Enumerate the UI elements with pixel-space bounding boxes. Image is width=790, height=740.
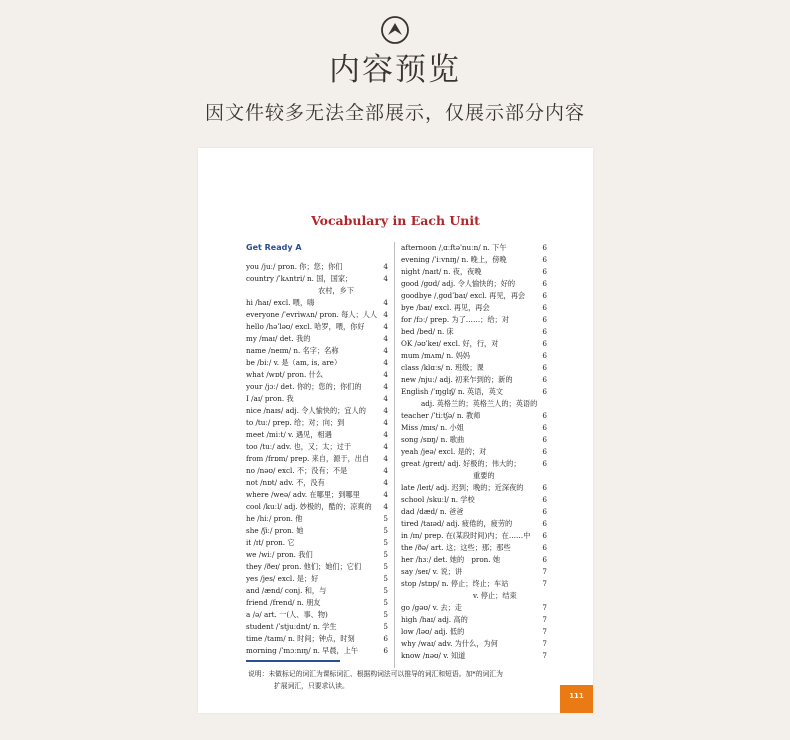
vocab-entry-continuation: adj. 英格兰的；英格兰人的；英语的 bbox=[421, 399, 538, 408]
vocab-entry-page: 6 bbox=[542, 543, 547, 552]
vocab-entry-page: 4 bbox=[383, 262, 388, 271]
vocab-entry bbox=[246, 369, 388, 381]
vocab-entry bbox=[401, 578, 547, 590]
vocab-entry-text: night /naɪt/ n. 夜，夜晚 bbox=[401, 267, 482, 276]
vocab-entry-text: go /gəʊ/ v. 去；走 bbox=[401, 603, 462, 612]
vocab-entry-page: 4 bbox=[383, 346, 388, 355]
vocab-entry-page: 6 bbox=[542, 495, 547, 504]
vocab-entry-continuation: 重要的 bbox=[473, 471, 495, 480]
vocab-entry-text: not /nɒt/ adv. 不，没有 bbox=[246, 478, 325, 487]
vocab-entry-text: hello /həˈləʊ/ excl. 哈罗，喂，你好 bbox=[246, 322, 365, 331]
vocab-entry-page: 6 bbox=[542, 279, 547, 288]
vocab-entry bbox=[401, 446, 547, 458]
vocab-entry bbox=[401, 434, 547, 446]
vocab-entry-page: 5 bbox=[383, 514, 388, 523]
up-arrow-circle-icon[interactable] bbox=[380, 15, 410, 45]
vocab-entry-text: everyone /ˈevriwʌn/ pron. 每人；人人 bbox=[246, 310, 378, 319]
vocab-entry-text: to /tuː/ prep. 给；对；向；到 bbox=[246, 418, 345, 427]
vocab-entry bbox=[401, 266, 547, 278]
vocab-entry bbox=[401, 626, 547, 638]
vocab-entry-text: where /weə/ adv. 在哪里；到哪里 bbox=[246, 490, 360, 499]
vocab-entry bbox=[246, 441, 388, 453]
vocab-entry bbox=[246, 345, 388, 357]
vocab-entry bbox=[401, 362, 547, 374]
vocab-entry-text: school /skuːl/ n. 学校 bbox=[401, 495, 475, 504]
vocab-entry bbox=[246, 273, 388, 285]
vocab-entry bbox=[401, 290, 547, 302]
vocab-entry bbox=[401, 254, 547, 266]
vocab-entry-text: meet /miːt/ v. 遇见，相遇 bbox=[246, 430, 332, 439]
vocab-entry-page: 4 bbox=[383, 418, 388, 427]
vocab-entry-page: 5 bbox=[383, 586, 388, 595]
vocab-entry-text: and /ænd/ conj. 和，与 bbox=[246, 586, 327, 595]
vocab-entry-text: a /ə/ art. 一(人、事、物) bbox=[246, 610, 328, 619]
vocab-entry bbox=[246, 537, 388, 549]
vocab-entry-page: 4 bbox=[383, 334, 388, 343]
page-number-badge: 111 bbox=[560, 685, 593, 713]
vocab-entry bbox=[246, 393, 388, 405]
vocab-entry-page: 5 bbox=[383, 574, 388, 583]
vocab-entry-page: 6 bbox=[542, 243, 547, 252]
vocab-entry bbox=[401, 530, 547, 542]
vocab-entry-page: 4 bbox=[383, 274, 388, 283]
vocab-entry-page: 5 bbox=[383, 598, 388, 607]
vocab-entry bbox=[401, 302, 547, 314]
vocab-entry-text: dad /dæd/ n. 爸爸 bbox=[401, 507, 464, 516]
vocab-entry-text: for /fɔː/ prep. 为了……；给；对 bbox=[401, 315, 509, 324]
vocab-entry-text: be /biː/ v. 是（am, is, are） bbox=[246, 358, 342, 367]
document-title: Vocabulary in Each Unit bbox=[311, 213, 480, 228]
vocab-entry bbox=[246, 621, 388, 633]
vocab-entry-text: say /seɪ/ v. 说；讲 bbox=[401, 567, 463, 576]
vocab-entry-text: English /ˈɪŋglɪʃ/ n. 英语，英文 bbox=[401, 387, 503, 396]
vocab-entry bbox=[401, 242, 547, 254]
vocab-entry-page: 6 bbox=[542, 435, 547, 444]
vocab-entry bbox=[401, 422, 547, 434]
vocab-entry bbox=[246, 645, 388, 657]
vocab-entry-page: 4 bbox=[383, 322, 388, 331]
vocab-entry-page: 4 bbox=[383, 466, 388, 475]
vocab-entry-page: 4 bbox=[383, 370, 388, 379]
vocab-entry-page: 6 bbox=[542, 267, 547, 276]
vocab-entry bbox=[246, 405, 388, 417]
vocab-entry bbox=[401, 494, 547, 506]
vocabulary-column-left bbox=[246, 242, 388, 657]
vocab-entry-text: you /juː/ pron. 你；您；你们 bbox=[246, 262, 343, 271]
vocab-entry bbox=[401, 602, 547, 614]
vocab-entry-page: 5 bbox=[383, 622, 388, 631]
vocab-entry bbox=[401, 542, 547, 554]
vocab-entry bbox=[246, 321, 388, 333]
vocab-entry-page: 4 bbox=[383, 382, 388, 391]
vocab-entry bbox=[401, 518, 547, 530]
vocab-entry-page: 7 bbox=[542, 639, 547, 648]
vocab-entry bbox=[401, 386, 547, 398]
right-entry-list bbox=[401, 242, 547, 662]
vocab-entry-text: great /greɪt/ adj. 好极的；伟大的； bbox=[401, 459, 521, 468]
vocab-entry-page: 4 bbox=[383, 430, 388, 439]
vocab-entry-page: 5 bbox=[383, 550, 388, 559]
vocab-entry-text: too /tuː/ adv. 也，又；太；过于 bbox=[246, 442, 352, 451]
vocab-entry bbox=[401, 350, 547, 362]
vocab-entry-text: time /taɪm/ n. 时间；钟点，时刻 bbox=[246, 634, 355, 643]
vocab-entry-text: mum /mʌm/ n. 妈妈 bbox=[401, 351, 470, 360]
vocab-entry bbox=[246, 333, 388, 345]
vocab-entry bbox=[401, 326, 547, 338]
vocab-entry-text: nice /naɪs/ adj. 令人愉快的；宜人的 bbox=[246, 406, 366, 415]
vocab-entry-page: 6 bbox=[542, 447, 547, 456]
vocab-entry-page: 4 bbox=[383, 310, 388, 319]
vocab-entry-text: Miss /mɪs/ n. 小姐 bbox=[401, 423, 464, 432]
vocab-entry-page: 6 bbox=[542, 387, 547, 396]
vocab-entry-page: 6 bbox=[542, 351, 547, 360]
vocab-entry-text: teacher /ˈtiːtʃə/ n. 教师 bbox=[401, 411, 481, 420]
footnote-line: 说明：未做标记的词汇为课标词汇、根据构词法可以推导的词汇和短语。加*的词汇为 bbox=[248, 670, 503, 678]
vocab-entry-page: 6 bbox=[383, 634, 388, 643]
vocab-entry-text: hi /haɪ/ excl. 喂，嗨 bbox=[246, 298, 315, 307]
vocab-entry-text: low /ləʊ/ adj. 低的 bbox=[401, 627, 465, 636]
page-title: 内容预览 bbox=[329, 52, 461, 88]
vocab-entry-text: the /ðə/ art. 这；这些；那；那些 bbox=[401, 543, 511, 552]
vocab-entry-page: 5 bbox=[383, 562, 388, 571]
column-divider bbox=[394, 242, 395, 668]
vocab-entry-text: song /sɒŋ/ n. 歌曲 bbox=[401, 435, 465, 444]
vocab-entry-page: 5 bbox=[383, 610, 388, 619]
vocab-entry-page: 5 bbox=[383, 538, 388, 547]
vocab-entry-text: high /haɪ/ adj. 高的 bbox=[401, 615, 468, 624]
vocab-entry bbox=[246, 585, 388, 597]
vocab-entry-text: yeah /jeə/ excl. 是的；对 bbox=[401, 447, 487, 456]
vocab-entry-text: goodbye /ˌgʊdˈbaɪ/ excl. 再见，再会 bbox=[401, 291, 526, 300]
page-subtitle: 因文件较多无法全部展示，仅展示部分内容 bbox=[204, 102, 585, 124]
vocab-entry-page: 7 bbox=[542, 567, 547, 576]
vocab-entry bbox=[401, 554, 547, 566]
section-heading: Get Ready A bbox=[246, 243, 302, 252]
vocab-entry-text: good /gʊd/ adj. 令人愉快的；好的 bbox=[401, 279, 516, 288]
left-entry-list bbox=[246, 261, 388, 657]
vocab-entry-text: afternoon /ˌɑːftəˈnuːn/ n. 下午 bbox=[401, 243, 507, 252]
vocab-entry-text: OK /əʊˈkeɪ/ excl. 好，行，对 bbox=[401, 339, 499, 348]
vocab-entry-text: why /waɪ/ adv. 为什么，为何 bbox=[401, 639, 498, 648]
vocab-entry bbox=[246, 609, 388, 621]
vocab-entry-page: 6 bbox=[542, 339, 547, 348]
vocab-entry-page: 7 bbox=[542, 579, 547, 588]
vocab-entry-text: morning /ˈmɔːnɪŋ/ n. 早晨，上午 bbox=[246, 646, 359, 655]
vocab-entry-page: 6 bbox=[542, 459, 547, 468]
vocab-entry-text: late /leɪt/ adj. 迟到；晚的；近深夜的 bbox=[401, 483, 524, 492]
vocab-entry-text: name /neɪm/ n. 名字；名称 bbox=[246, 346, 339, 355]
document-page bbox=[198, 148, 593, 713]
vocab-entry-page: 6 bbox=[542, 555, 547, 564]
vocab-entry bbox=[401, 506, 547, 518]
note-rule bbox=[246, 660, 340, 662]
vocab-entry-page: 7 bbox=[542, 651, 547, 660]
vocab-entry-page: 4 bbox=[383, 394, 388, 403]
vocab-entry bbox=[401, 314, 547, 326]
vocab-entry bbox=[246, 309, 388, 321]
vocab-entry-page: 4 bbox=[383, 298, 388, 307]
vocab-entry bbox=[401, 458, 547, 470]
vocab-entry-page: 6 bbox=[542, 507, 547, 516]
vocab-entry bbox=[401, 566, 547, 578]
vocab-entry bbox=[246, 633, 388, 645]
vocab-entry bbox=[246, 573, 388, 585]
vocab-entry-text: bye /baɪ/ excl. 再见，再会 bbox=[401, 303, 490, 312]
vocab-entry-page: 6 bbox=[542, 519, 547, 528]
vocab-entry bbox=[246, 489, 388, 501]
vocab-entry bbox=[401, 638, 547, 650]
vocab-entry-text: cool /kuːl/ adj. 妙极的，酷的；凉爽的 bbox=[246, 502, 372, 511]
vocab-entry-page: 4 bbox=[383, 358, 388, 367]
vocab-entry-page: 4 bbox=[383, 502, 388, 511]
vocab-entry-page: 4 bbox=[383, 406, 388, 415]
vocab-entry-page: 6 bbox=[542, 327, 547, 336]
vocab-entry bbox=[246, 525, 388, 537]
vocab-entry-page: 6 bbox=[542, 255, 547, 264]
vocab-entry bbox=[246, 417, 388, 429]
vocab-entry-text: student /ˈstjuːdnt/ n. 学生 bbox=[246, 622, 337, 631]
vocab-entry-page: 6 bbox=[542, 483, 547, 492]
vocab-entry-page: 6 bbox=[542, 291, 547, 300]
vocab-entry-page: 6 bbox=[542, 303, 547, 312]
vocab-entry bbox=[246, 597, 388, 609]
vocab-entry bbox=[246, 357, 388, 369]
vocab-entry bbox=[246, 561, 388, 573]
vocab-entry bbox=[401, 278, 547, 290]
vocab-entry-text: know /nəʊ/ v. 知道 bbox=[401, 651, 466, 660]
vocab-entry-text: she /ʃiː/ pron. 她 bbox=[246, 526, 304, 535]
vocab-entry bbox=[246, 477, 388, 489]
vocab-entry-continuation: 农村，乡下 bbox=[318, 286, 354, 295]
footnote-line: 扩展词汇，只要求认读。 bbox=[274, 682, 349, 690]
vocab-entry-continuation: v. 停止；结束 bbox=[473, 591, 517, 600]
vocab-entry bbox=[246, 381, 388, 393]
vocab-entry-text: it /ɪt/ pron. 它 bbox=[246, 538, 295, 547]
vocab-entry-page: 4 bbox=[383, 490, 388, 499]
vocab-entry bbox=[246, 465, 388, 477]
vocab-entry-page: 6 bbox=[542, 531, 547, 540]
vocab-entry bbox=[401, 482, 547, 494]
vocab-entry-text: yes /jes/ excl. 是；好 bbox=[246, 574, 319, 583]
vocab-entry-page: 4 bbox=[383, 454, 388, 463]
vocab-entry bbox=[401, 374, 547, 386]
vocabulary-column-right bbox=[401, 242, 547, 662]
vocab-entry-page: 6 bbox=[542, 375, 547, 384]
vocab-entry-text: tired /taɪəd/ adj. 疲倦的，疲劳的 bbox=[401, 519, 513, 528]
footnote bbox=[248, 668, 558, 692]
vocab-entry bbox=[401, 338, 547, 350]
vocab-entry-text: new /njuː/ adj. 初来乍到的；新的 bbox=[401, 375, 513, 384]
vocab-entry-page: 4 bbox=[383, 442, 388, 451]
vocab-entry-page: 6 bbox=[383, 646, 388, 655]
vocab-entry-text: her /hɜː/ det. 她的 pron. 她 bbox=[401, 555, 501, 564]
vocab-entry-text: my /maɪ/ det. 我的 bbox=[246, 334, 311, 343]
vocab-entry-text: from /frɒm/ prep. 来自，源于，出自 bbox=[246, 454, 370, 463]
vocab-entry-page: 7 bbox=[542, 615, 547, 624]
vocab-entry-text: we /wiː/ pron. 我们 bbox=[246, 550, 313, 559]
vocab-entry-page: 7 bbox=[542, 627, 547, 636]
vocab-entry-text: what /wɒt/ pron. 什么 bbox=[246, 370, 323, 379]
vocab-entry-page: 4 bbox=[383, 478, 388, 487]
vocab-entry-text: I /aɪ/ pron. 我 bbox=[246, 394, 294, 403]
vocab-entry-text: your /jɔː/ det. 你的；您的；你们的 bbox=[246, 382, 362, 391]
vocab-entry-text: bed /bed/ n. 床 bbox=[401, 327, 454, 336]
vocab-entry-text: in /ɪn/ prep. 在(某段时间)内；在……中 bbox=[401, 531, 531, 540]
vocab-entry-page: 5 bbox=[383, 526, 388, 535]
vocab-entry bbox=[401, 650, 547, 662]
vocab-entry-text: evening /ˈiːvnɪŋ/ n. 晚上，傍晚 bbox=[401, 255, 507, 264]
vocab-entry bbox=[246, 501, 388, 513]
vocab-entry-text: friend /frend/ n. 朋友 bbox=[246, 598, 321, 607]
vocab-entry bbox=[246, 549, 388, 561]
vocab-entry bbox=[246, 453, 388, 465]
vocab-entry-text: they /ðeɪ/ pron. 他们；她们；它们 bbox=[246, 562, 362, 571]
vocab-entry bbox=[401, 614, 547, 626]
vocab-entry-page: 6 bbox=[542, 315, 547, 324]
vocab-entry-page: 7 bbox=[542, 603, 547, 612]
vocab-entry bbox=[246, 261, 388, 273]
vocab-entry-text: he /hiː/ pron. 他 bbox=[246, 514, 303, 523]
vocab-entry-text: stop /stɒp/ n. 停止；终止；车站 bbox=[401, 579, 509, 588]
vocab-entry-text: class /klɑːs/ n. 班级；课 bbox=[401, 363, 484, 372]
vocab-entry-page: 6 bbox=[542, 363, 547, 372]
vocab-entry-page: 6 bbox=[542, 411, 547, 420]
vocab-entry bbox=[401, 410, 547, 422]
vocab-entry bbox=[246, 513, 388, 525]
vocab-entry-text: country /ˈkʌntri/ n. 国，国家； bbox=[246, 274, 353, 283]
vocab-entry bbox=[246, 429, 388, 441]
vocab-entry-text: no /nəʊ/ excl. 不；没有；不是 bbox=[246, 466, 348, 475]
vocab-entry bbox=[246, 297, 388, 309]
vocab-entry-page: 6 bbox=[542, 423, 547, 432]
